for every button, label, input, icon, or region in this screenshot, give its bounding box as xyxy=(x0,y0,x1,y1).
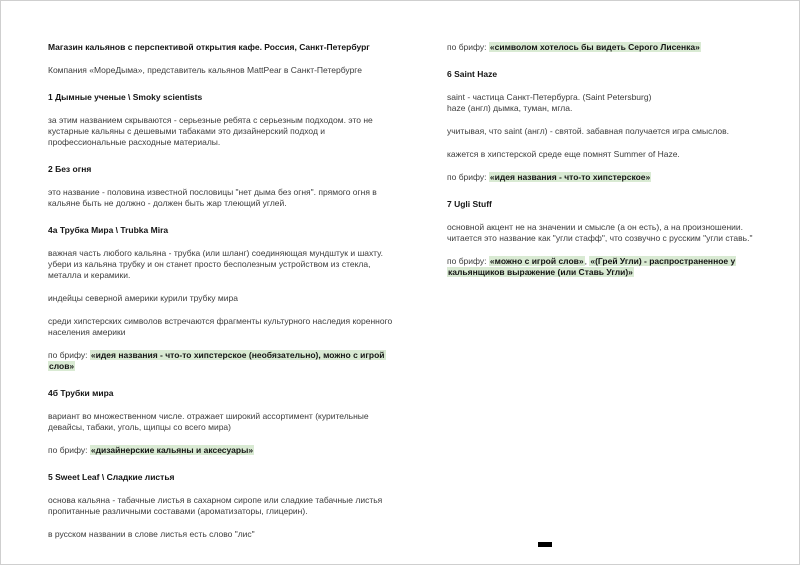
section-heading xyxy=(48,472,394,483)
text-segment: Компания «МореДыма», представитель кальянов MattPear в Санкт-Петербурге xyxy=(48,65,362,75)
paragraph xyxy=(447,149,761,160)
text-segment: по брифу: xyxy=(447,172,489,182)
text-segment: учитывая, что saint (англ) - святой. забавная получается игра смыслов. xyxy=(447,126,729,136)
paragraph xyxy=(447,126,761,137)
paragraph xyxy=(48,445,394,456)
paragraph xyxy=(48,248,394,281)
paragraph xyxy=(48,316,394,338)
section-heading xyxy=(447,199,761,210)
text-segment: , xyxy=(584,256,590,266)
paragraph xyxy=(48,187,394,209)
text-segment: по брифу: xyxy=(48,350,90,360)
text-segment: 4б Трубки мира xyxy=(48,388,114,398)
left-column xyxy=(48,42,394,552)
text-segment: 7 Ugli Stuff xyxy=(447,199,492,209)
section-heading xyxy=(48,225,394,236)
text-segment: 2 Без огня xyxy=(48,164,92,174)
text-segment: по брифу: xyxy=(447,256,489,266)
text-segment: Магазин кальянов с перспективой открытия кафе. Россия, Санкт-Петербург xyxy=(48,42,370,52)
paragraph xyxy=(48,529,394,540)
paragraph xyxy=(447,92,761,114)
text-segment: 1 Дымные ученые \ Smoky scientists xyxy=(48,92,203,102)
text-segment: важная часть любого кальяна - трубка (или шланг) соединяющая мундштук и шахту. убери из кальяна трубку и он станет просто бесполезным устройством из стекла, металла и керамики. xyxy=(48,248,383,280)
text-segment: 4а Трубка Мира \ Trubka Mira xyxy=(48,225,169,235)
paragraph xyxy=(447,222,761,244)
paragraph xyxy=(447,256,761,278)
right-column xyxy=(447,42,761,552)
text-segment: среди хипстерских символов встречаются фрагменты культурного наследия коренного населения америки xyxy=(48,316,393,337)
highlighted-text: «можно с игрой слов» xyxy=(489,256,584,266)
paragraph xyxy=(447,172,761,183)
text-segment: за этим названием скрываются - серьезные ребята с серьезным подходом. это не кустарные кальяны с дешевыми табаками это дизайнерский подход и профессиональные расходные материалы. xyxy=(48,115,373,147)
text-segment: saint - частица Санкт-Петербурга. (Saint Petersburg) xyxy=(447,92,652,102)
section-heading xyxy=(48,164,394,175)
highlighted-text: «символом хотелось бы видеть Серого Лисенка» xyxy=(489,42,700,52)
highlighted-text: «идея названия - что-то хипстерское (необязательно), можно с игрой слов» xyxy=(49,350,385,371)
highlighted-text: «идея названия - что-то хипстерское» xyxy=(489,172,651,182)
text-segment: по брифу: xyxy=(447,42,489,52)
section-heading xyxy=(447,69,761,80)
text-segment: 5 Sweet Leaf \ Сладкие листья xyxy=(48,472,175,482)
highlighted-text: «дизайнерские кальяны и аксесуары» xyxy=(90,445,254,455)
two-column-layout xyxy=(1,1,799,552)
section-heading xyxy=(48,42,394,53)
text-segment: в русском названии в слове листья есть слово "лис" xyxy=(48,529,255,539)
highlighted-text: «(Грей Угли) - распространенное у кальянщиков выражение (или Ставь Угли)» xyxy=(448,256,736,277)
text-segment: индейцы северной америки курили трубку мира xyxy=(48,293,238,303)
paragraph xyxy=(48,293,394,304)
paragraph xyxy=(48,65,394,76)
text-segment: основа кальяна - табачные листья в сахарном сиропе или сладкие табачные листья пропитанные различными составами (ароматизаторы, глицерин). xyxy=(48,495,383,516)
section-heading xyxy=(48,92,394,103)
section-heading xyxy=(48,388,394,399)
text-segment: это название - половина известной пословицы "нет дыма без огня". прямого огня в кальяне быть не должно - должен быть жар тлеющий углей. xyxy=(48,187,377,208)
paragraph xyxy=(48,350,394,372)
paragraph xyxy=(48,495,394,517)
text-cursor-mark xyxy=(538,542,552,547)
text-segment: 6 Saint Haze xyxy=(447,69,498,79)
paragraph xyxy=(447,42,761,53)
paragraph xyxy=(48,411,394,433)
text-segment: по брифу: xyxy=(48,445,90,455)
text-segment: вариант во множественном числе. отражает широкий ассортимент (курительные девайсы, табаки, уголь, щипцы со всего мира) xyxy=(48,411,369,432)
text-segment: основной акцент не на значении и смысле (а он есть), а на произношении. читается это название как "угли стафф", что созвучно с русским "угли ставь." xyxy=(447,222,753,243)
text-segment: кажется в хипстерской среде еще помнят Summer of Haze. xyxy=(447,149,680,159)
paragraph xyxy=(48,115,394,148)
text-segment: haze (англ) дымка, туман, мгла. xyxy=(447,103,573,113)
